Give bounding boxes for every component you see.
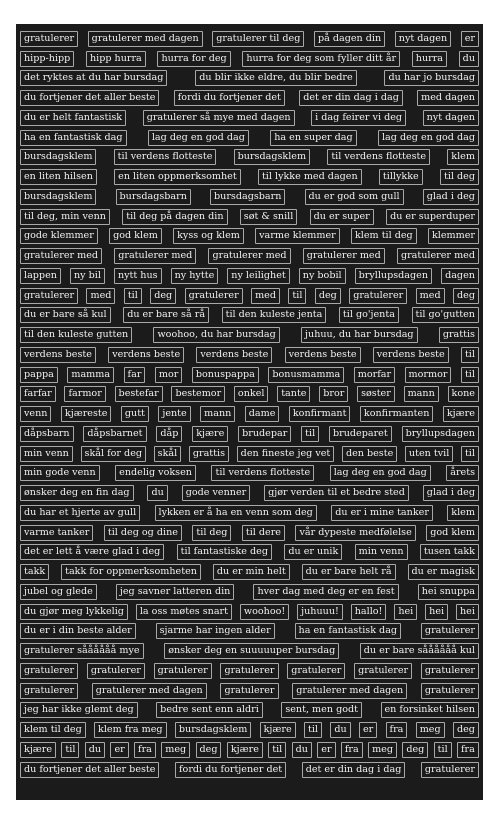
sticker-row (20, 444, 479, 464)
word-sticker: tante (277, 386, 310, 402)
word-sticker: du er i din beste alder (20, 623, 136, 639)
word-sticker: den fineste jeg vet (237, 446, 335, 462)
word-sticker: gratulerer (20, 31, 78, 47)
word-sticker: hei (394, 604, 417, 620)
word-sticker: du har jo bursdag (384, 70, 479, 86)
word-sticker: gratulerer (185, 288, 243, 304)
word-sticker: bursdagsklem (234, 149, 310, 165)
word-sticker: fra (457, 742, 479, 758)
word-sticker: dame (245, 406, 280, 422)
word-sticker: gratulerer med dagen (92, 683, 207, 699)
sticker-row (20, 88, 479, 108)
word-sticker: takk for oppmerksomheten (61, 564, 201, 580)
word-sticker: gratulerer med dagen (88, 31, 203, 47)
word-sticker: deg (315, 288, 341, 304)
word-sticker: gratulerer (20, 683, 78, 699)
word-sticker: gratulerer (349, 288, 407, 304)
word-sticker: til deg, min venn (20, 209, 110, 225)
word-sticker: du blir ikke eldre, du blir bedre (195, 70, 356, 86)
word-sticker: gratulerer med (303, 248, 385, 264)
word-sticker: du er min helt (213, 564, 290, 580)
word-sticker: tillykke (379, 169, 423, 185)
word-sticker: klem fra meg (94, 722, 167, 738)
word-sticker: glad i deg (423, 189, 479, 205)
word-sticker: en forsinket hilsen (381, 702, 479, 718)
word-sticker: jente (158, 406, 190, 422)
word-sticker: kjære (443, 406, 479, 422)
word-sticker: brudeparet (329, 426, 392, 442)
word-sticker: til lykke med dagen (258, 169, 362, 185)
word-sticker: til (61, 742, 79, 758)
word-sticker: du (292, 742, 312, 758)
word-sticker: hei (425, 604, 448, 620)
sticker-row (20, 227, 479, 247)
word-sticker: woohoo, du har bursdag (153, 327, 279, 343)
word-sticker: deg (402, 742, 428, 758)
word-sticker: kyss og klem (173, 228, 244, 244)
word-sticker: gratulerer (421, 683, 479, 699)
word-sticker: gratulerer (421, 762, 479, 778)
word-sticker: hei (456, 604, 479, 620)
word-sticker: gratulerer med (397, 248, 479, 264)
word-sticker: er (110, 742, 128, 758)
word-sticker: årets (446, 465, 479, 481)
word-sticker: nyt dagen (395, 31, 451, 47)
word-sticker: gratulerer med dagen (292, 683, 407, 699)
word-sticker: skål for deg (81, 446, 147, 462)
word-sticker: mormor (405, 367, 452, 383)
word-sticker: med (86, 288, 115, 304)
word-sticker: du er i mine tanker (331, 505, 433, 521)
word-sticker: skål (154, 446, 182, 462)
word-sticker: grattis (189, 446, 229, 462)
word-sticker: deg (196, 742, 222, 758)
word-sticker: til (434, 742, 452, 758)
word-sticker: glad i deg (423, 485, 479, 501)
word-sticker: uten tvil (405, 446, 453, 462)
word-sticker: gratulerer (421, 663, 479, 679)
word-sticker: til den kuleste jenta (222, 307, 327, 323)
word-sticker: hver dag med deg er en fest (253, 584, 398, 600)
word-sticker: til verdens flotteste (327, 149, 430, 165)
word-sticker: nyt dagen (423, 110, 479, 126)
word-sticker: sjarme har ingen alder (156, 623, 275, 639)
word-sticker: til go'jenta (339, 307, 399, 323)
word-sticker: takk (20, 564, 49, 580)
word-sticker: til verdens flotteste (211, 465, 314, 481)
word-sticker: mann (200, 406, 235, 422)
word-sticker: du er magisk (408, 564, 479, 580)
word-sticker: konfirmanten (360, 406, 433, 422)
sticker-row (20, 582, 479, 602)
word-sticker: gratulerer med (20, 248, 102, 264)
word-sticker: meg (368, 742, 397, 758)
sticker-row (20, 365, 479, 385)
word-sticker: kone (448, 386, 479, 402)
sticker-row (20, 49, 479, 69)
word-sticker: fra (386, 722, 408, 738)
word-sticker: varme tanker (20, 525, 93, 541)
word-sticker: du er god som gull (305, 189, 404, 205)
word-sticker: til deg og dine (104, 525, 182, 541)
word-sticker: hei snuppa (418, 584, 479, 600)
word-sticker: det ryktes at du har bursdag (20, 70, 167, 86)
word-sticker: ny leilighet (227, 268, 289, 284)
word-sticker: klem til deg (351, 228, 417, 244)
sticker-row (20, 701, 479, 721)
word-sticker: gutt (121, 406, 149, 422)
word-sticker: tusen takk (420, 544, 479, 560)
word-sticker: gratulerer (87, 663, 145, 679)
sticker-row (20, 760, 479, 780)
word-sticker: bedre sent enn aldri (156, 702, 263, 718)
word-sticker: verdens beste (373, 347, 449, 363)
word-sticker: du (459, 51, 479, 67)
word-sticker: vår dypeste medfølelse (295, 525, 415, 541)
word-sticker: klemmer (428, 228, 479, 244)
sticker-row (20, 404, 479, 424)
word-sticker: ønsker deg en suuuuuper bursdag (164, 643, 339, 659)
word-sticker: jeg har ikke glemt deg (20, 702, 138, 718)
word-sticker: til deg (440, 169, 479, 185)
word-sticker: meg (161, 742, 190, 758)
sticker-row (20, 740, 479, 760)
word-sticker: brudepar (238, 426, 291, 442)
word-sticker: dåpsbarnet (83, 426, 146, 442)
word-sticker: med (416, 288, 445, 304)
word-sticker: bursdagsbarn (210, 189, 285, 205)
word-sticker: bursdagsklem (20, 149, 96, 165)
word-sticker: dåp (156, 426, 182, 442)
word-sticker: lag deg en god dag (148, 130, 249, 146)
word-sticker: endelig voksen (115, 465, 196, 481)
word-sticker: du (85, 742, 105, 758)
sticker-row (20, 286, 479, 306)
sticker-row (20, 641, 479, 661)
word-sticker: ønsker deg en fin dag (20, 485, 134, 501)
word-sticker: gratulerer (287, 663, 345, 679)
word-sticker: ny bil (70, 268, 105, 284)
word-sticker: søt & snill (240, 209, 298, 225)
word-sticker: gratulerer med (114, 248, 196, 264)
word-sticker: ha en super dag (270, 130, 356, 146)
sticker-row (20, 681, 479, 701)
word-sticker: god klem (109, 228, 162, 244)
word-sticker: deg (453, 722, 479, 738)
sticker-row (20, 483, 479, 503)
word-sticker: det er din dag i dag (299, 90, 403, 106)
sticker-row (20, 543, 479, 563)
word-sticker: hurra for deg som fyller ditt år (242, 51, 400, 67)
word-sticker: fra (134, 742, 156, 758)
word-sticker: på dagen din (314, 31, 385, 47)
word-sticker: mann (404, 386, 439, 402)
word-sticker: bursdagsklem (20, 189, 96, 205)
word-sticker: med dagen (417, 90, 479, 106)
word-sticker: bursdagsbarn (116, 189, 191, 205)
sticker-row (20, 187, 479, 207)
word-sticker: ha en fantastisk dag (295, 623, 402, 639)
word-sticker: bonusmamma (268, 367, 344, 383)
word-sticker: konfirmant (289, 406, 351, 422)
sticker-row (20, 562, 479, 582)
word-sticker: gratulerer (421, 623, 479, 639)
word-sticker: jubel og glede (20, 584, 97, 600)
word-sticker: lag deg en god dag (330, 465, 431, 481)
word-sticker: ny bobil (299, 268, 346, 284)
word-sticker: du (330, 722, 350, 738)
word-sticker: farfar (20, 386, 56, 402)
word-sticker: sent, men godt (281, 702, 362, 718)
word-sticker: du er bare så kul (20, 307, 111, 323)
word-sticker: min venn (355, 544, 408, 560)
sticker-row (20, 128, 479, 148)
word-sticker: dagen (441, 268, 479, 284)
sticker-row (20, 167, 479, 187)
word-sticker: gode klemmer (20, 228, 98, 244)
word-sticker: hurra for deg (157, 51, 230, 67)
word-sticker: min venn (20, 446, 73, 462)
word-sticker: du (147, 485, 167, 501)
word-sticker: bursdagsklem (175, 722, 251, 738)
word-sticker: hipp-hipp (20, 51, 74, 67)
sticker-row (20, 306, 479, 326)
word-sticker: bryllupsdagen (355, 268, 432, 284)
word-sticker: juhuu, du har bursdag (301, 327, 418, 343)
word-sticker: lag deg en god dag (378, 130, 479, 146)
word-sticker: du er bare så rå (123, 307, 209, 323)
word-sticker: deg (453, 288, 479, 304)
word-sticker: mor (155, 367, 182, 383)
word-sticker: til fantastiske deg (177, 544, 272, 560)
word-sticker: klem (447, 505, 479, 521)
word-sticker: fordi du fortjener det (174, 90, 285, 106)
word-sticker: du har et hjerte av gull (20, 505, 140, 521)
word-sticker: lykken er å ha en venn som deg (155, 505, 317, 521)
word-sticker: gratulerer (220, 663, 278, 679)
word-sticker: venn (20, 406, 51, 422)
word-sticker: jeg savner latteren din (116, 584, 234, 600)
word-sticker: en liten oppmerksomhet (114, 169, 241, 185)
word-sticker: varme klemmer (255, 228, 340, 244)
word-sticker: kjæreste (61, 406, 112, 422)
word-sticker: til (301, 426, 319, 442)
word-sticker: juhuuu! (297, 604, 343, 620)
word-sticker: gratulerer såååååå mye (20, 643, 144, 659)
word-sticker: grattis (439, 327, 479, 343)
word-sticker: du er unik (284, 544, 342, 560)
word-sticker: morfar (354, 367, 395, 383)
sticker-row (20, 325, 479, 345)
word-sticker: gratulerer så mye med dagen (143, 110, 295, 126)
word-sticker: til den kuleste gutten (20, 327, 132, 343)
word-sticker: gratulerer med (208, 248, 290, 264)
sticker-row (20, 246, 479, 266)
word-sticker: bestefar (115, 386, 163, 402)
word-sticker: gratulerer (220, 683, 278, 699)
word-sticker: klem (447, 149, 479, 165)
word-sticker: til (304, 722, 322, 738)
word-sticker: er (461, 31, 479, 47)
word-sticker: verdens beste (285, 347, 361, 363)
word-sticker: gratulerer til deg (212, 31, 304, 47)
word-sticker: la oss møtes snart (136, 604, 232, 620)
word-sticker: kjære (192, 426, 228, 442)
word-sticker: klem til deg (20, 722, 86, 738)
word-sticker: fra (341, 742, 363, 758)
sticker-row (20, 69, 479, 89)
word-sticker: i dag feirer vi deg (311, 110, 406, 126)
word-sticker: min gode venn (20, 465, 100, 481)
sticker-row (20, 720, 479, 740)
sticker-row (20, 345, 479, 365)
word-sticker: til (461, 446, 479, 462)
word-sticker: woohoo! (240, 604, 289, 620)
word-sticker: dåpsbarn (20, 426, 74, 442)
word-sticker: ha en fantastisk dag (20, 130, 127, 146)
word-sticker: du er bare helt rå (302, 564, 396, 580)
word-sticker: verdens beste (20, 347, 96, 363)
word-sticker: kjære (20, 742, 56, 758)
word-sticker: kjære (227, 742, 263, 758)
word-sticker: til (288, 288, 306, 304)
word-sticker: en liten hilsen (20, 169, 97, 185)
sticker-row (20, 424, 479, 444)
word-sticker: fordi du fortjener det (175, 762, 286, 778)
word-sticker: til verdens flotteste (114, 149, 217, 165)
word-sticker: du gjør meg lykkelig (20, 604, 128, 620)
word-sticker: du er superduper (386, 209, 479, 225)
word-sticker: hipp hurra (86, 51, 146, 67)
word-sticker: er (317, 742, 335, 758)
word-sticker: ny hytte (171, 268, 219, 284)
word-sticker: til dere (242, 525, 285, 541)
word-sticker: hallo! (351, 604, 387, 620)
sticker-row (20, 385, 479, 405)
word-sticker: gjør verden til et bedre sted (264, 485, 409, 501)
word-sticker: du fortjener det aller beste (20, 90, 159, 106)
sticker-row (20, 207, 479, 227)
word-sticker: god klem (426, 525, 479, 541)
sticker-row (20, 523, 479, 543)
word-sticker: bror (319, 386, 348, 402)
word-sticker: onkel (234, 386, 269, 402)
word-sticker: farmor (64, 386, 105, 402)
word-sticker: du er bare såååååå kul (360, 643, 479, 659)
word-sticker: det er lett å være glad i deg (20, 544, 164, 560)
word-sticker: meg (416, 722, 445, 738)
word-sticker: den beste (342, 446, 397, 462)
sticker-row (20, 661, 479, 681)
word-sticker: du er helt fantastisk (20, 110, 126, 126)
word-sticker: til deg på dagen din (122, 209, 227, 225)
word-sticker: gratulerer (20, 663, 78, 679)
word-sticker: verdens beste (196, 347, 272, 363)
word-sticker: søster (357, 386, 395, 402)
word-sticker: nytt hus (114, 268, 162, 284)
sticker-row (20, 464, 479, 484)
word-sticker: kjære (260, 722, 296, 738)
word-sticker: med (251, 288, 280, 304)
word-sticker: til go'gutten (412, 307, 479, 323)
word-sticker: til (124, 288, 142, 304)
sticker-row (20, 266, 479, 286)
word-sticker: far (124, 367, 146, 383)
word-sticker: lappen (20, 268, 61, 284)
word-sticker: til (461, 367, 479, 383)
word-sticker: du fortjener det aller beste (20, 762, 159, 778)
word-sticker: pappa (20, 367, 58, 383)
word-sticker: til (268, 742, 286, 758)
word-sticker: til deg (192, 525, 231, 541)
sticker-row (20, 622, 479, 642)
sticker-row (20, 148, 479, 168)
word-sticker: gratulerer (154, 663, 212, 679)
word-sticker: gratulerer (20, 288, 78, 304)
sticker-row (20, 503, 479, 523)
sticker-row (20, 108, 479, 128)
word-sticker: deg (150, 288, 176, 304)
word-sticker: mamma (67, 367, 114, 383)
word-sticker: hurra (412, 51, 447, 67)
word-sticker: verdens beste (108, 347, 184, 363)
sticker-row (20, 29, 479, 49)
word-sticker: bestemor (171, 386, 225, 402)
word-sticker: det er din dag i dag (302, 762, 406, 778)
word-sticker: bonuspappa (192, 367, 259, 383)
word-sticker: bryllupsdagen (402, 426, 479, 442)
word-sticker: er (359, 722, 377, 738)
word-sticker: til (461, 347, 479, 363)
sticker-sheet (16, 24, 483, 800)
word-sticker: gratulerer (354, 663, 412, 679)
word-sticker: du er super (310, 209, 374, 225)
sticker-row (20, 602, 479, 622)
word-sticker: gode venner (182, 485, 251, 501)
